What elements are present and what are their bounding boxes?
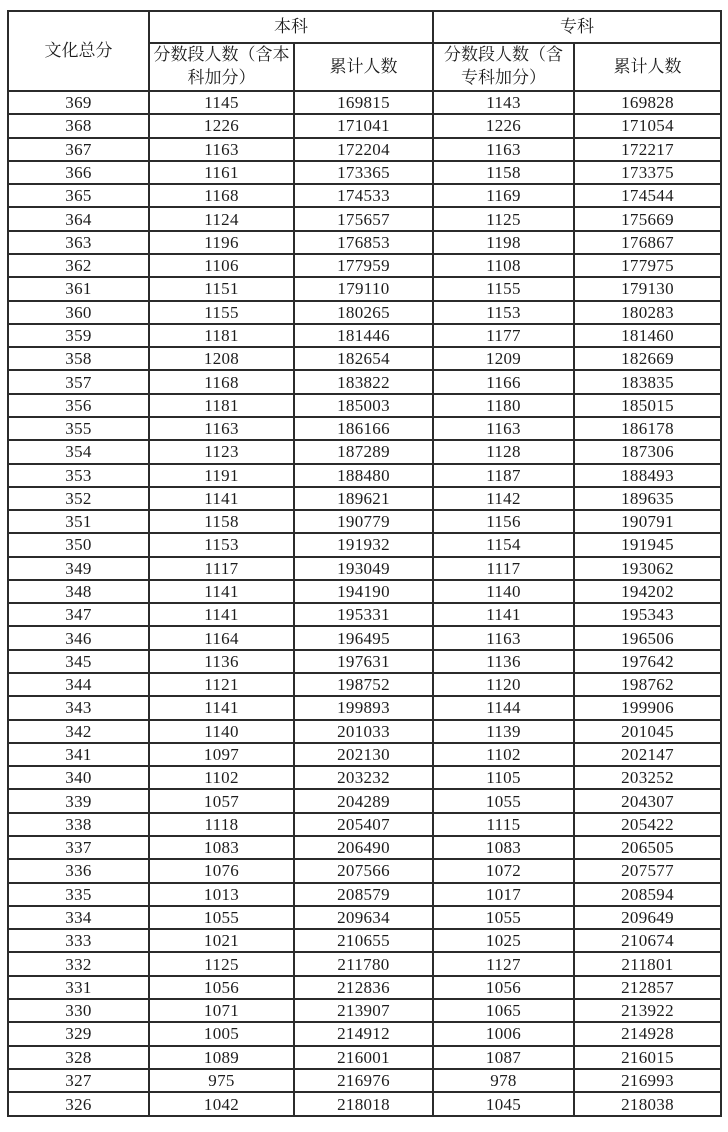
score-cell: 360 xyxy=(8,301,149,324)
zhuanke-count-cell: 1155 xyxy=(433,277,574,300)
score-cell: 349 xyxy=(8,557,149,580)
table-row xyxy=(8,254,721,277)
benke-cumulative-cell: 199893 xyxy=(294,696,433,719)
benke-count-cell: 1155 xyxy=(149,301,294,324)
zhuanke-count-cell: 1198 xyxy=(433,231,574,254)
benke-count-cell: 1021 xyxy=(149,929,294,952)
table-row xyxy=(8,417,721,440)
benke-count-cell: 1145 xyxy=(149,91,294,114)
table-row xyxy=(8,999,721,1022)
benke-cumulative-cell: 174533 xyxy=(294,184,433,207)
zhuanke-cumulative-cell: 206505 xyxy=(574,836,721,859)
zhuanke-cumulative-cell: 209649 xyxy=(574,906,721,929)
zhuanke-count-cell: 1143 xyxy=(433,91,574,114)
score-cell: 367 xyxy=(8,138,149,161)
benke-count-cell: 1118 xyxy=(149,813,294,836)
zhuanke-cumulative-cell: 193062 xyxy=(574,557,721,580)
table-row xyxy=(8,650,721,673)
zhuanke-count-cell: 1180 xyxy=(433,394,574,417)
zhuanke-cumulative-cell: 208594 xyxy=(574,883,721,906)
benke-count-cell: 1151 xyxy=(149,277,294,300)
benke-count-cell: 1136 xyxy=(149,650,294,673)
table-row xyxy=(8,277,721,300)
benke-count-cell: 1117 xyxy=(149,557,294,580)
zhuanke-count-cell: 1108 xyxy=(433,254,574,277)
header-benke-group: 本科 xyxy=(149,11,433,43)
score-cell: 346 xyxy=(8,626,149,649)
table-row xyxy=(8,929,721,952)
benke-count-cell: 1013 xyxy=(149,883,294,906)
zhuanke-cumulative-cell: 202147 xyxy=(574,743,721,766)
table-row xyxy=(8,440,721,463)
zhuanke-cumulative-cell: 216015 xyxy=(574,1046,721,1069)
zhuanke-count-cell: 1055 xyxy=(433,906,574,929)
zhuanke-cumulative-cell: 216993 xyxy=(574,1069,721,1092)
header-benke-count-column: 分数段人数（含本科加分） xyxy=(149,43,294,91)
benke-cumulative-cell: 202130 xyxy=(294,743,433,766)
table-row xyxy=(8,859,721,882)
table-row xyxy=(8,580,721,603)
zhuanke-cumulative-cell: 211801 xyxy=(574,952,721,975)
zhuanke-cumulative-cell: 212857 xyxy=(574,976,721,999)
table-row xyxy=(8,370,721,393)
benke-cumulative-cell: 171041 xyxy=(294,114,433,137)
benke-cumulative-cell: 204289 xyxy=(294,789,433,812)
zhuanke-cumulative-cell: 185015 xyxy=(574,394,721,417)
benke-count-cell: 1056 xyxy=(149,976,294,999)
zhuanke-cumulative-cell: 171054 xyxy=(574,114,721,137)
benke-count-cell: 1141 xyxy=(149,580,294,603)
zhuanke-cumulative-cell: 187306 xyxy=(574,440,721,463)
table-row xyxy=(8,720,721,743)
score-cell: 336 xyxy=(8,859,149,882)
benke-count-cell: 1005 xyxy=(149,1022,294,1045)
table-row xyxy=(8,603,721,626)
benke-count-cell: 1097 xyxy=(149,743,294,766)
zhuanke-cumulative-cell: 173375 xyxy=(574,161,721,184)
benke-cumulative-cell: 211780 xyxy=(294,952,433,975)
score-cell: 359 xyxy=(8,324,149,347)
benke-cumulative-cell: 179110 xyxy=(294,277,433,300)
zhuanke-count-cell: 1083 xyxy=(433,836,574,859)
zhuanke-count-cell: 1065 xyxy=(433,999,574,1022)
score-cell: 329 xyxy=(8,1022,149,1045)
benke-cumulative-cell: 181446 xyxy=(294,324,433,347)
zhuanke-cumulative-cell: 183835 xyxy=(574,370,721,393)
table-row xyxy=(8,696,721,719)
zhuanke-cumulative-cell: 176867 xyxy=(574,231,721,254)
benke-cumulative-cell: 180265 xyxy=(294,301,433,324)
benke-cumulative-cell: 210655 xyxy=(294,929,433,952)
benke-count-cell: 1123 xyxy=(149,440,294,463)
benke-count-cell: 1208 xyxy=(149,347,294,370)
benke-cumulative-cell: 207566 xyxy=(294,859,433,882)
score-cell: 326 xyxy=(8,1092,149,1116)
benke-count-cell: 1106 xyxy=(149,254,294,277)
header-zhuanke-count-column: 分数段人数（含专科加分） xyxy=(433,43,574,91)
table-row xyxy=(8,789,721,812)
benke-count-cell: 1042 xyxy=(149,1092,294,1116)
zhuanke-cumulative-cell: 174544 xyxy=(574,184,721,207)
benke-cumulative-cell: 198752 xyxy=(294,673,433,696)
benke-cumulative-cell: 203232 xyxy=(294,766,433,789)
benke-cumulative-cell: 186166 xyxy=(294,417,433,440)
table-row xyxy=(8,324,721,347)
zhuanke-count-cell: 1187 xyxy=(433,464,574,487)
score-cell: 333 xyxy=(8,929,149,952)
zhuanke-cumulative-cell: 188493 xyxy=(574,464,721,487)
benke-count-cell: 1168 xyxy=(149,184,294,207)
benke-cumulative-cell: 194190 xyxy=(294,580,433,603)
benke-count-cell: 1191 xyxy=(149,464,294,487)
benke-cumulative-cell: 185003 xyxy=(294,394,433,417)
table-row xyxy=(8,883,721,906)
table-row xyxy=(8,626,721,649)
table-row xyxy=(8,301,721,324)
score-cell: 363 xyxy=(8,231,149,254)
benke-count-cell: 1181 xyxy=(149,394,294,417)
benke-cumulative-cell: 176853 xyxy=(294,231,433,254)
zhuanke-count-cell: 1072 xyxy=(433,859,574,882)
zhuanke-cumulative-cell: 204307 xyxy=(574,789,721,812)
header-zhuanke-group: 专科 xyxy=(433,11,721,43)
benke-count-cell: 1124 xyxy=(149,207,294,230)
zhuanke-cumulative-cell: 182669 xyxy=(574,347,721,370)
benke-cumulative-cell: 177959 xyxy=(294,254,433,277)
score-cell: 361 xyxy=(8,277,149,300)
benke-count-cell: 1089 xyxy=(149,1046,294,1069)
score-cell: 340 xyxy=(8,766,149,789)
zhuanke-count-cell: 1169 xyxy=(433,184,574,207)
benke-cumulative-cell: 212836 xyxy=(294,976,433,999)
table-row xyxy=(8,91,721,114)
table-row xyxy=(8,906,721,929)
benke-cumulative-cell: 173365 xyxy=(294,161,433,184)
score-cell: 330 xyxy=(8,999,149,1022)
benke-count-cell: 1140 xyxy=(149,720,294,743)
score-cell: 350 xyxy=(8,533,149,556)
zhuanke-count-cell: 1115 xyxy=(433,813,574,836)
zhuanke-count-cell: 1105 xyxy=(433,766,574,789)
table-row xyxy=(8,1022,721,1045)
table-row xyxy=(8,743,721,766)
benke-count-cell: 1055 xyxy=(149,906,294,929)
zhuanke-count-cell: 1139 xyxy=(433,720,574,743)
score-cell: 343 xyxy=(8,696,149,719)
table-row xyxy=(8,1069,721,1092)
score-cell: 342 xyxy=(8,720,149,743)
zhuanke-count-cell: 1163 xyxy=(433,417,574,440)
benke-cumulative-cell: 191932 xyxy=(294,533,433,556)
benke-cumulative-cell: 206490 xyxy=(294,836,433,859)
zhuanke-count-cell: 1153 xyxy=(433,301,574,324)
score-cell: 347 xyxy=(8,603,149,626)
zhuanke-count-cell: 1163 xyxy=(433,138,574,161)
benke-cumulative-cell: 216976 xyxy=(294,1069,433,1092)
score-cell: 351 xyxy=(8,510,149,533)
zhuanke-count-cell: 1158 xyxy=(433,161,574,184)
benke-count-cell: 1158 xyxy=(149,510,294,533)
zhuanke-cumulative-cell: 199906 xyxy=(574,696,721,719)
benke-count-cell: 1125 xyxy=(149,952,294,975)
zhuanke-count-cell: 1156 xyxy=(433,510,574,533)
header-group-row xyxy=(8,11,721,43)
zhuanke-cumulative-cell: 210674 xyxy=(574,929,721,952)
score-cell: 368 xyxy=(8,114,149,137)
table-row xyxy=(8,184,721,207)
benke-count-cell: 1057 xyxy=(149,789,294,812)
table-row xyxy=(8,510,721,533)
zhuanke-count-cell: 1144 xyxy=(433,696,574,719)
benke-cumulative-cell: 172204 xyxy=(294,138,433,161)
score-cell: 357 xyxy=(8,370,149,393)
zhuanke-cumulative-cell: 169828 xyxy=(574,91,721,114)
zhuanke-count-cell: 1226 xyxy=(433,114,574,137)
zhuanke-cumulative-cell: 190791 xyxy=(574,510,721,533)
score-cell: 355 xyxy=(8,417,149,440)
zhuanke-cumulative-cell: 218038 xyxy=(574,1092,721,1116)
table-row xyxy=(8,161,721,184)
score-cell: 356 xyxy=(8,394,149,417)
zhuanke-count-cell: 1017 xyxy=(433,883,574,906)
zhuanke-count-cell: 1166 xyxy=(433,370,574,393)
score-cell: 354 xyxy=(8,440,149,463)
zhuanke-count-cell: 1055 xyxy=(433,789,574,812)
table-row xyxy=(8,1092,721,1116)
benke-cumulative-cell: 190779 xyxy=(294,510,433,533)
benke-count-cell: 1141 xyxy=(149,696,294,719)
benke-cumulative-cell: 213907 xyxy=(294,999,433,1022)
header-zhuanke-cumulative-column: 累计人数 xyxy=(574,43,721,91)
zhuanke-count-cell: 978 xyxy=(433,1069,574,1092)
benke-count-cell: 1076 xyxy=(149,859,294,882)
benke-cumulative-cell: 208579 xyxy=(294,883,433,906)
benke-count-cell: 1141 xyxy=(149,487,294,510)
zhuanke-cumulative-cell: 177975 xyxy=(574,254,721,277)
score-cell: 331 xyxy=(8,976,149,999)
benke-cumulative-cell: 175657 xyxy=(294,207,433,230)
benke-cumulative-cell: 182654 xyxy=(294,347,433,370)
score-distribution-table xyxy=(7,10,722,1117)
score-cell: 339 xyxy=(8,789,149,812)
zhuanke-cumulative-cell: 207577 xyxy=(574,859,721,882)
score-cell: 345 xyxy=(8,650,149,673)
zhuanke-cumulative-cell: 201045 xyxy=(574,720,721,743)
score-cell: 338 xyxy=(8,813,149,836)
score-cell: 332 xyxy=(8,952,149,975)
zhuanke-count-cell: 1045 xyxy=(433,1092,574,1116)
benke-cumulative-cell: 195331 xyxy=(294,603,433,626)
table-row xyxy=(8,487,721,510)
benke-cumulative-cell: 189621 xyxy=(294,487,433,510)
benke-cumulative-cell: 183822 xyxy=(294,370,433,393)
benke-count-cell: 1121 xyxy=(149,673,294,696)
benke-count-cell: 1083 xyxy=(149,836,294,859)
benke-count-cell: 1168 xyxy=(149,370,294,393)
zhuanke-count-cell: 1120 xyxy=(433,673,574,696)
benke-count-cell: 1161 xyxy=(149,161,294,184)
zhuanke-count-cell: 1141 xyxy=(433,603,574,626)
benke-cumulative-cell: 218018 xyxy=(294,1092,433,1116)
score-cell: 358 xyxy=(8,347,149,370)
table-row xyxy=(8,952,721,975)
score-cell: 341 xyxy=(8,743,149,766)
score-cell: 362 xyxy=(8,254,149,277)
score-cell: 366 xyxy=(8,161,149,184)
header-benke-cumulative-column: 累计人数 xyxy=(294,43,433,91)
zhuanke-count-cell: 1154 xyxy=(433,533,574,556)
benke-cumulative-cell: 193049 xyxy=(294,557,433,580)
zhuanke-cumulative-cell: 172217 xyxy=(574,138,721,161)
zhuanke-cumulative-cell: 196506 xyxy=(574,626,721,649)
benke-cumulative-cell: 169815 xyxy=(294,91,433,114)
zhuanke-count-cell: 1128 xyxy=(433,440,574,463)
benke-count-cell: 1071 xyxy=(149,999,294,1022)
zhuanke-count-cell: 1163 xyxy=(433,626,574,649)
zhuanke-count-cell: 1025 xyxy=(433,929,574,952)
table-row xyxy=(8,207,721,230)
benke-count-cell: 1163 xyxy=(149,417,294,440)
benke-cumulative-cell: 196495 xyxy=(294,626,433,649)
table-row xyxy=(8,1046,721,1069)
zhuanke-count-cell: 1006 xyxy=(433,1022,574,1045)
zhuanke-count-cell: 1125 xyxy=(433,207,574,230)
table-row xyxy=(8,114,721,137)
benke-count-cell: 1153 xyxy=(149,533,294,556)
benke-cumulative-cell: 205407 xyxy=(294,813,433,836)
table-row xyxy=(8,976,721,999)
zhuanke-cumulative-cell: 186178 xyxy=(574,417,721,440)
zhuanke-count-cell: 1117 xyxy=(433,557,574,580)
benke-cumulative-cell: 214912 xyxy=(294,1022,433,1045)
table-row xyxy=(8,138,721,161)
benke-cumulative-cell: 216001 xyxy=(294,1046,433,1069)
score-cell: 344 xyxy=(8,673,149,696)
benke-count-cell: 975 xyxy=(149,1069,294,1092)
score-cell: 337 xyxy=(8,836,149,859)
table-row xyxy=(8,673,721,696)
score-cell: 352 xyxy=(8,487,149,510)
zhuanke-cumulative-cell: 198762 xyxy=(574,673,721,696)
zhuanke-count-cell: 1102 xyxy=(433,743,574,766)
score-cell: 369 xyxy=(8,91,149,114)
table-row xyxy=(8,836,721,859)
benke-count-cell: 1163 xyxy=(149,138,294,161)
table-row xyxy=(8,813,721,836)
benke-count-cell: 1196 xyxy=(149,231,294,254)
benke-count-cell: 1181 xyxy=(149,324,294,347)
benke-count-cell: 1141 xyxy=(149,603,294,626)
table-row xyxy=(8,394,721,417)
score-cell: 364 xyxy=(8,207,149,230)
zhuanke-cumulative-cell: 179130 xyxy=(574,277,721,300)
benke-cumulative-cell: 197631 xyxy=(294,650,433,673)
zhuanke-cumulative-cell: 175669 xyxy=(574,207,721,230)
zhuanke-cumulative-cell: 189635 xyxy=(574,487,721,510)
zhuanke-count-cell: 1140 xyxy=(433,580,574,603)
header-score-column: 文化总分 xyxy=(8,11,149,91)
zhuanke-count-cell: 1127 xyxy=(433,952,574,975)
table-row xyxy=(8,231,721,254)
score-table-body xyxy=(8,91,721,1116)
benke-count-cell: 1226 xyxy=(149,114,294,137)
benke-count-cell: 1164 xyxy=(149,626,294,649)
benke-cumulative-cell: 188480 xyxy=(294,464,433,487)
score-cell: 328 xyxy=(8,1046,149,1069)
benke-count-cell: 1102 xyxy=(149,766,294,789)
zhuanke-cumulative-cell: 181460 xyxy=(574,324,721,347)
zhuanke-cumulative-cell: 203252 xyxy=(574,766,721,789)
benke-cumulative-cell: 209634 xyxy=(294,906,433,929)
zhuanke-cumulative-cell: 195343 xyxy=(574,603,721,626)
score-cell: 335 xyxy=(8,883,149,906)
score-cell: 365 xyxy=(8,184,149,207)
zhuanke-cumulative-cell: 214928 xyxy=(574,1022,721,1045)
score-cell: 334 xyxy=(8,906,149,929)
zhuanke-cumulative-cell: 213922 xyxy=(574,999,721,1022)
zhuanke-cumulative-cell: 180283 xyxy=(574,301,721,324)
benke-cumulative-cell: 201033 xyxy=(294,720,433,743)
table-row xyxy=(8,766,721,789)
zhuanke-cumulative-cell: 197642 xyxy=(574,650,721,673)
score-cell: 327 xyxy=(8,1069,149,1092)
zhuanke-count-cell: 1142 xyxy=(433,487,574,510)
benke-cumulative-cell: 187289 xyxy=(294,440,433,463)
zhuanke-count-cell: 1136 xyxy=(433,650,574,673)
zhuanke-cumulative-cell: 205422 xyxy=(574,813,721,836)
table-row xyxy=(8,347,721,370)
table-row xyxy=(8,464,721,487)
zhuanke-count-cell: 1087 xyxy=(433,1046,574,1069)
score-cell: 348 xyxy=(8,580,149,603)
table-row xyxy=(8,533,721,556)
zhuanke-cumulative-cell: 191945 xyxy=(574,533,721,556)
zhuanke-count-cell: 1056 xyxy=(433,976,574,999)
zhuanke-count-cell: 1177 xyxy=(433,324,574,347)
zhuanke-count-cell: 1209 xyxy=(433,347,574,370)
table-row xyxy=(8,557,721,580)
score-cell: 353 xyxy=(8,464,149,487)
zhuanke-cumulative-cell: 194202 xyxy=(574,580,721,603)
